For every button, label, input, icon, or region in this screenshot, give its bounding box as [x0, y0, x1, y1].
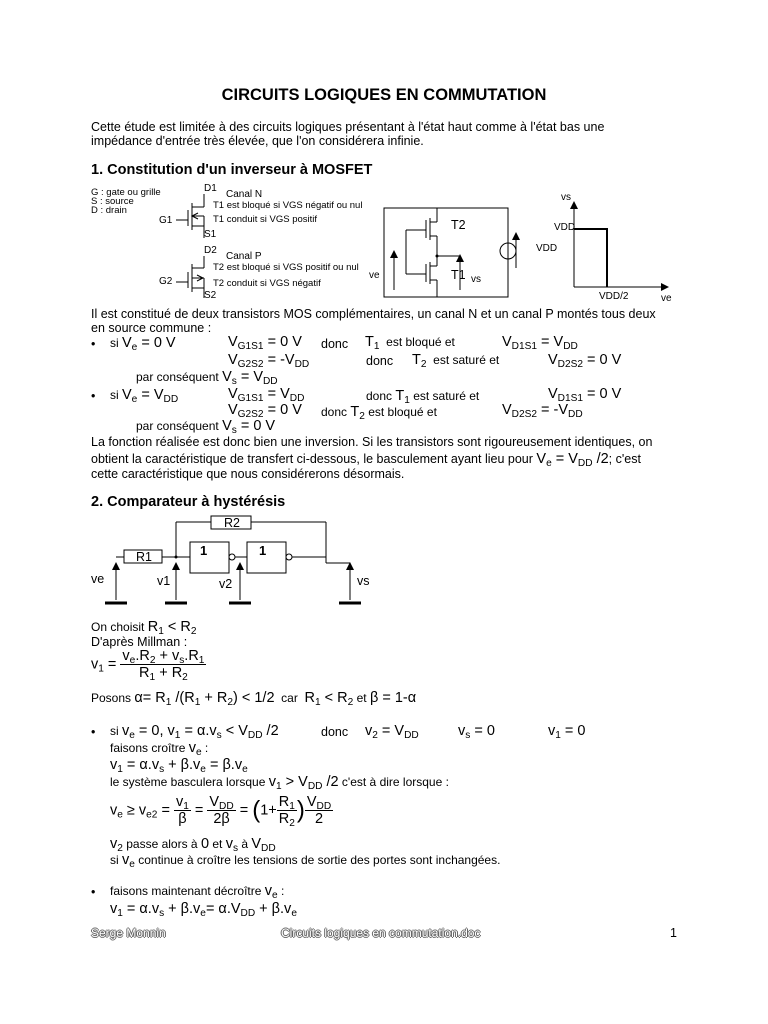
- hyst-case-1-v1: $v_1 = 0$: [548, 723, 586, 741]
- nmos-note-1: T1 est bloqué si VGS négatif ou nul: [213, 200, 363, 211]
- case-2-condition: si $V_e = V_{DD}$: [110, 387, 179, 405]
- threshold-frac-2: $\frac{V_{DD}}{2\beta}$: [209, 794, 234, 827]
- threshold-frac-1: $\frac{v_1}{\beta}$: [175, 794, 189, 827]
- section-2-heading: 2. Comparateur à hystérésis: [91, 494, 286, 510]
- r1-label: R1: [136, 550, 152, 564]
- intro-line-1: Cette étude est limitée à des circuits logiques présentant à l'état haut comme à l'état bas une: [91, 120, 605, 134]
- case-1-t1-state: $T_1$ est bloqué et: [365, 334, 455, 352]
- nmos-source-label: S1: [204, 229, 217, 240]
- footer-author: Serge Monnin: [91, 926, 166, 940]
- pmos-source-label: S2: [204, 290, 217, 301]
- pmos-gate-label: G2: [159, 276, 173, 287]
- nmos-note-2: T1 conduit si VGS positif: [213, 214, 318, 225]
- v1-label: v1: [157, 574, 171, 588]
- hyst-case-1-bullet: •: [91, 725, 96, 739]
- gate-2-label: 1: [259, 543, 267, 558]
- section-1-para-line-1: Il est constitué de deux transistors MOS complémentaires, un canal N et un canal P montés tous deux: [91, 307, 656, 321]
- vs-label: vs: [357, 574, 370, 588]
- case-2-vd1: $V_{D1S1} = 0$ V: [548, 386, 622, 404]
- nmos-drain-label: D1: [204, 183, 217, 194]
- v2-label: v2: [219, 577, 233, 591]
- case-1-vgs2: $V_{G2S2} = -V_{DD}$: [228, 352, 310, 370]
- threshold-frac-3: $\frac{R_1}{R_2}$: [278, 794, 295, 829]
- case-2-t1-state: donc $T_1$ est saturé et: [366, 388, 480, 406]
- case-1-vd1: $V_{D1S1} = V_{DD}$: [502, 334, 578, 352]
- case-2-vgs2: $V_{G2S2} = 0$ V: [228, 402, 302, 420]
- hyst-case-1-v2: $v_2 = V_{DD}$: [365, 723, 419, 741]
- case-1-donc: donc: [321, 337, 349, 351]
- graph-vdd-label: VDD: [554, 222, 576, 233]
- legend-drain: D : drain: [91, 205, 127, 216]
- hyst-after-switch: $v_2$ passe alors à 0 et $v_s$ à $V_{DD}$: [110, 836, 276, 854]
- graph-ve-label: ve: [661, 293, 672, 304]
- choice-text: On choisit $R_1 < R_2$: [91, 619, 197, 637]
- case-1-bullet: •: [91, 337, 96, 351]
- case-1-vd2: $V_{D2S2} = 0$ V: [548, 352, 622, 370]
- hyst-unchanged: si $v_e$ continue à croître les tensions de sortie des portes sont inchangées.: [110, 852, 501, 870]
- hyst-case-1-condition: si $v_e = 0$, $v_1 = \alpha.v_s < V_{DD}$ /2: [110, 723, 279, 741]
- section-1-heading: 1. Constitution d'un inverseur à MOSFET: [91, 162, 373, 178]
- pmos-note-1: T2 est bloqué si VGS positif ou nul: [213, 262, 359, 273]
- millman-fraction: $\frac{v_e.R_2 + v_s.R_1}{R_1 + R_2}$: [122, 648, 205, 683]
- legend-gate: G : gate ou grille: [91, 187, 161, 198]
- case-2-t2-state: donc $T_2$ est bloqué et: [321, 404, 437, 422]
- pmos-channel-label: Canal P: [226, 251, 262, 262]
- threshold-frac-4: $\frac{V_{DD}}{2}$: [306, 794, 332, 827]
- case-1-donc-2: donc: [366, 354, 394, 368]
- hyst-v1-expression-2: $v_1 = \alpha.v_s + \beta.v_e= \alpha.V_{DD} + \beta.v_e$: [110, 901, 297, 919]
- case-2-bullet: •: [91, 389, 96, 403]
- circuit-vs-label: vs: [471, 274, 481, 285]
- hyst-increase-ve: faisons croître $v_e$ :: [110, 740, 209, 758]
- hyst-v1-expression: $v_1 = \alpha.v_s + \beta.v_e = \beta.v_e$: [110, 757, 248, 775]
- ve-label: ve: [91, 572, 105, 586]
- hyst-threshold-formula: $v_e \ge v_{e2}$ = $\frac{v_1}{\beta}$ = $\frac{V_{DD}}{2\beta}$ = (1+ $\frac{R_1}{R_2}$ ) $\frac{V_{DD}}{2}$: [110, 794, 332, 829]
- footer-page-number: 1: [670, 926, 677, 940]
- pmos-note-2: T2 conduit si VGS négatif: [213, 278, 321, 289]
- case-1-result: par conséquent $V_s = V_{DD}$: [136, 369, 278, 387]
- conclusion-line-1: La fonction réalisée est donc bien une inversion. Si les transistors sont rigoureusement identiques, on: [91, 435, 653, 449]
- hyst-case-1-donc: donc: [321, 725, 349, 739]
- nmos-gate-label: G1: [159, 215, 173, 226]
- case-2-result: par conséquent $V_s = 0$ V: [136, 418, 276, 436]
- legend-source: S : source: [91, 196, 134, 207]
- section-1-para-line-2: en source commune :: [91, 321, 212, 335]
- page-title: CIRCUITS LOGIQUES EN COMMUTATION: [221, 86, 547, 104]
- alpha-beta-definition: Posons $\alpha= R_1$ $/(R_1 + R_2) < 1/2$ car $R_1 < R_2$ et β = 1-α: [91, 690, 417, 708]
- hyst-decrease-ve: faisons maintenant décroître $v_e$ :: [110, 883, 285, 901]
- case-2-vd2: $V_{D2S2} = -V_{DD}$: [502, 402, 583, 420]
- gate-1-label: 1: [200, 543, 208, 558]
- circuit-t2-label: T2: [451, 218, 466, 232]
- pmos-drain-label: D2: [204, 245, 217, 256]
- case-1-condition: si $V_e = 0$ V: [110, 335, 176, 353]
- intro-line-2: impédance d'entrée très élevée, que l'on considérera infinie.: [91, 134, 424, 148]
- footer-filename: Circuits logiques en commutation.doc: [281, 926, 481, 940]
- case-1-t2-state: $T_2$ est saturé et: [412, 352, 500, 370]
- millman-text: D'après Millman :: [91, 635, 188, 649]
- r2-label: R2: [224, 516, 240, 530]
- graph-vs-label: vs: [561, 192, 571, 203]
- hyst-case-1-vs: $v_s = 0$: [458, 723, 495, 741]
- case-2-vgs1: $V_{G1S1} = V_{DD}$: [228, 386, 305, 404]
- hyst-case-2-bullet: •: [91, 885, 96, 899]
- circuit-vdd-label: VDD: [536, 243, 558, 254]
- conclusion-line-3: cette caractéristique que nous considérerons désormais.: [91, 467, 405, 481]
- circuit-ve-label: ve: [369, 270, 380, 281]
- nmos-channel-label: Canal N: [226, 189, 263, 200]
- graph-vdd2-label: VDD/2: [599, 291, 629, 302]
- conclusion-line-2-tail: ; c'est: [608, 452, 641, 466]
- case-1-vgs1: $V_{G1S1} = 0$ V: [228, 334, 302, 352]
- switch-point-formula: $V_e = V_{DD}$ /2: [536, 451, 609, 469]
- hyst-switch-condition: le système basculera lorsque $v_1 > V_{DD}$ /2 c'est à dire lorsque :: [110, 774, 449, 792]
- millman-formula: $v_1$ = $\frac{v_e.R_2 + v_s.R_1}{R_1 + R_2}$: [91, 648, 205, 683]
- circuit-t1-label: T1: [451, 268, 466, 282]
- conclusion-line-2-text: obtient la caractéristique de transfert ci-dessous, le basculement ayant lieu pour: [91, 452, 533, 466]
